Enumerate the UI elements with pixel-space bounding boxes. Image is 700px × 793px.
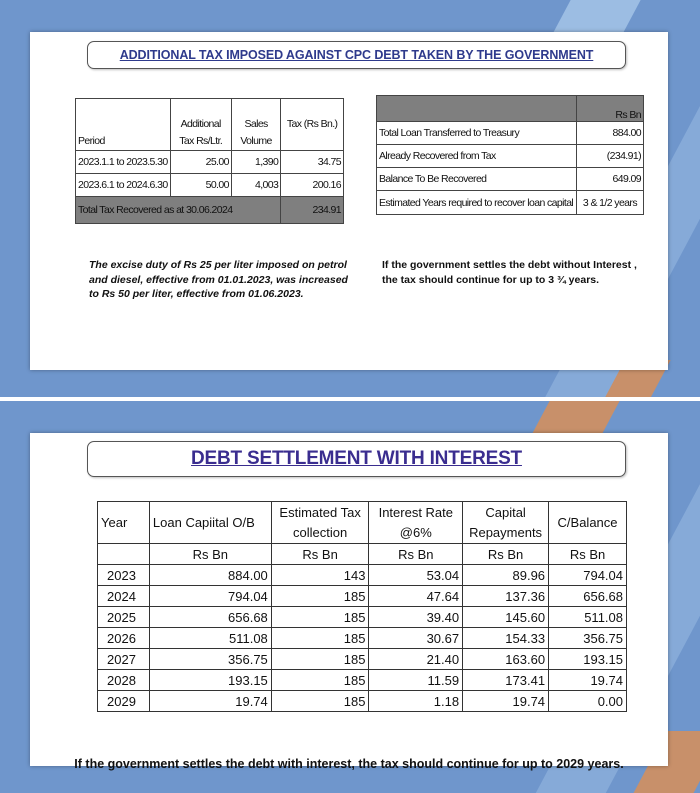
unit-cell: Rs Bn [271, 544, 369, 565]
debt-settlement-table [97, 501, 627, 712]
total-label: Total Tax Recovered as at 30.06.2024 [76, 197, 281, 224]
loan-capital-cell: 19.74 [149, 691, 271, 712]
estimated-tax-cell: 185 [271, 607, 369, 628]
estimated-tax-cell: 143 [271, 565, 369, 586]
closing-balance-cell: 193.15 [549, 649, 627, 670]
header-empty [377, 96, 577, 122]
loan-capital-cell: 511.08 [149, 628, 271, 649]
slide-title-box [87, 441, 626, 477]
header-additional-tax: Additional Tax Rs/Ltr. [170, 99, 231, 151]
loan-capital-cell: 656.68 [149, 607, 271, 628]
tax-recovery-table [75, 98, 344, 224]
year-cell: 2024 [98, 586, 150, 607]
table-row [377, 168, 644, 191]
table-row [98, 691, 627, 712]
period-cell: 2023.6.1 to 2024.6.30 [76, 174, 171, 197]
unit-cell: Rs Bn [149, 544, 271, 565]
closing-balance-cell: 0.00 [549, 691, 627, 712]
table-row [98, 649, 627, 670]
closing-balance-cell: 19.74 [549, 670, 627, 691]
interest-cell: 1.18 [369, 691, 463, 712]
loan-capital-cell: 884.00 [149, 565, 271, 586]
slide-title: DEBT SETTLEMENT WITH INTEREST [191, 448, 522, 469]
closing-balance-cell: 656.68 [549, 586, 627, 607]
table-row [98, 586, 627, 607]
estimated-tax-cell: 185 [271, 691, 369, 712]
estimated-tax-cell: 185 [271, 586, 369, 607]
loan-value-cell: 884.00 [576, 122, 643, 145]
loan-capital-cell: 193.15 [149, 670, 271, 691]
table-row [76, 174, 344, 197]
interest-cell: 53.04 [369, 565, 463, 586]
loan-label-cell: Already Recovered from Tax [377, 145, 577, 168]
unit-cell: Rs Bn [463, 544, 549, 565]
table-row [76, 151, 344, 174]
excise-duty-note: The excise duty of Rs 25 per liter imposed on petrol and diesel, effective from 01.01.2023, was increased to Rs 50 per liter, effective from 01.06.2023. [89, 259, 348, 300]
year-cell: 2028 [98, 670, 150, 691]
header-unit: Rs Bn [576, 96, 643, 122]
tax-cell: 200.16 [281, 174, 344, 197]
period-cell: 2023.1.1 to 2023.5.30 [76, 151, 171, 174]
slide-title-box [87, 41, 626, 69]
table-row [377, 191, 644, 215]
slide-debt-settlement [0, 401, 700, 793]
loan-value-cell: 3 & 1/2 years [576, 191, 643, 215]
tax-cell: 34.75 [281, 151, 344, 174]
interest-cell: 30.67 [369, 628, 463, 649]
closing-balance-cell: 511.08 [549, 607, 627, 628]
loan-capital-cell: 794.04 [149, 586, 271, 607]
slide-title: ADDITIONAL TAX IMPOSED AGAINST CPC DEBT TAKEN BY THE GOVERNMENT [119, 48, 594, 62]
header-year: Year [98, 502, 150, 544]
slide-decoration-orange [530, 401, 619, 437]
year-cell: 2025 [98, 607, 150, 628]
interest-cell: 11.59 [369, 670, 463, 691]
additional-tax-cell: 50.00 [170, 174, 231, 197]
capital-repayment-cell: 154.33 [463, 628, 549, 649]
estimated-tax-cell: 185 [271, 628, 369, 649]
capital-repayment-cell: 19.74 [463, 691, 549, 712]
table-row [98, 565, 627, 586]
table-row [98, 607, 627, 628]
table-header-row [377, 96, 644, 122]
loan-capital-cell: 356.75 [149, 649, 271, 670]
slide-card [30, 32, 668, 370]
loan-label-cell: Estimated Years required to recover loan capital [377, 191, 577, 215]
loan-label-cell: Total Loan Transferred to Treasury [377, 122, 577, 145]
unit-cell: Rs Bn [369, 544, 463, 565]
estimated-tax-cell: 185 [271, 649, 369, 670]
capital-repayment-cell: 163.60 [463, 649, 549, 670]
table-header-row [98, 502, 627, 544]
header-interest-rate: Interest Rate @6% [369, 502, 463, 544]
sales-volume-cell: 4,003 [231, 174, 280, 197]
interest-cell: 47.64 [369, 586, 463, 607]
interest-cell: 21.40 [369, 649, 463, 670]
loan-balance-table [376, 95, 644, 215]
header-closing-balance: C/Balance [549, 502, 627, 544]
header-sales-volume: Sales Volume [231, 99, 280, 151]
closing-balance-cell: 794.04 [549, 565, 627, 586]
unit-cell [98, 544, 150, 565]
total-row [76, 197, 344, 224]
header-period: Period [76, 99, 171, 151]
year-cell: 2026 [98, 628, 150, 649]
conclusion-note: If the government settles the debt with interest, the tax should continue for up to 2029 years. [74, 757, 624, 771]
table-row [377, 145, 644, 168]
table-header-row [76, 99, 344, 151]
loan-value-cell: 649.09 [576, 168, 643, 191]
capital-repayment-cell: 137.36 [463, 586, 549, 607]
closing-balance-cell: 356.75 [549, 628, 627, 649]
year-cell: 2027 [98, 649, 150, 670]
loan-label-cell: Balance To Be Recovered [377, 168, 577, 191]
capital-repayment-cell: 145.60 [463, 607, 549, 628]
table-row [98, 670, 627, 691]
table-row [377, 122, 644, 145]
loan-value-cell: (234.91) [576, 145, 643, 168]
total-value: 234.91 [281, 197, 344, 224]
header-estimated-tax: Estimated Tax collection [271, 502, 369, 544]
interest-cell: 39.40 [369, 607, 463, 628]
slide-card [30, 433, 668, 771]
header-loan-capital: Loan Capiital O/B [149, 502, 271, 544]
sales-volume-cell: 1,390 [231, 151, 280, 174]
year-cell: 2023 [98, 565, 150, 586]
header-tax: Tax (Rs Bn.) [281, 99, 344, 151]
year-cell: 2029 [98, 691, 150, 712]
unit-row [98, 544, 627, 565]
additional-tax-cell: 25.00 [170, 151, 231, 174]
capital-repayment-cell: 173.41 [463, 670, 549, 691]
header-capital-repayments: Capital Repayments [463, 502, 549, 544]
estimated-tax-cell: 185 [271, 670, 369, 691]
unit-cell: Rs Bn [549, 544, 627, 565]
capital-repayment-cell: 89.96 [463, 565, 549, 586]
table-row [98, 628, 627, 649]
settlement-note: If the government settles the debt without Interest , the tax should continue for up to 3 ¾ years. [382, 259, 637, 286]
